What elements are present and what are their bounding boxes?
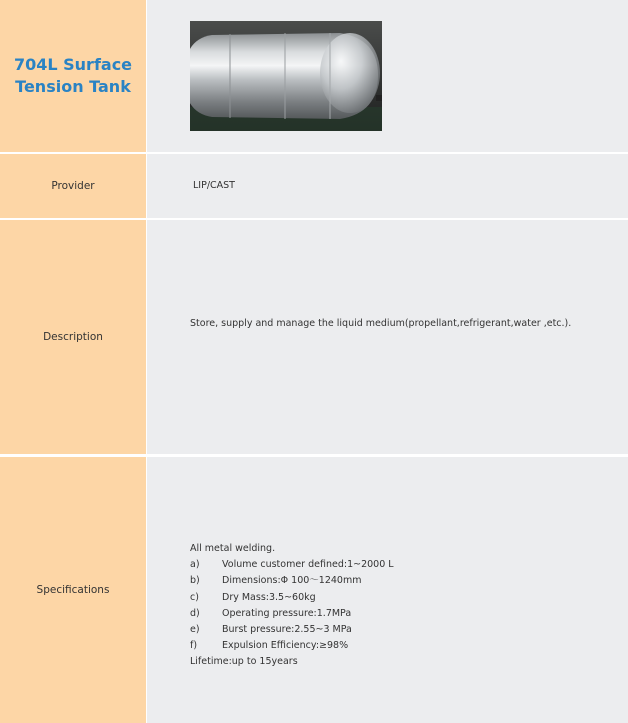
provider-row <box>0 154 628 218</box>
spec-letter: f) <box>190 640 198 652</box>
spec-text: Burst pressure:2.55~3 MPa <box>222 623 352 635</box>
provider-label: Provider <box>0 154 146 218</box>
spec-item <box>190 590 610 606</box>
product-image-cell <box>147 0 628 152</box>
description-row <box>0 220 628 454</box>
spec-text: Dimensions:Φ 100～1240mm <box>222 575 362 587</box>
spec-text: Volume customer defined:1~2000 L <box>222 559 394 571</box>
description-value-cell <box>147 220 628 454</box>
spec-item <box>190 573 610 589</box>
spec-item <box>190 638 610 654</box>
provider-value-cell <box>147 154 628 218</box>
specifications-value-cell <box>147 457 628 723</box>
specifications-row <box>0 457 628 723</box>
spec-text: Dry Mass:3.5~60kg <box>222 591 316 603</box>
spec-letter: e) <box>190 623 200 635</box>
specifications-list <box>190 541 610 671</box>
spec-letter: b) <box>190 575 200 587</box>
spec-text: Operating pressure:1.7MPa <box>222 607 352 619</box>
specifications-label: Specifications <box>0 457 146 723</box>
spec-item <box>190 622 610 638</box>
description-label: Description <box>0 220 146 454</box>
product-title-line1: 704L Surface <box>13 55 133 74</box>
product-title <box>14 54 132 98</box>
description-value: Store, supply and manage the liquid medium(propellant,refrigerant,water ,etc.). <box>190 318 572 329</box>
spec-item <box>190 606 610 622</box>
product-title-line2: Tension Tank <box>15 77 131 96</box>
product-title-cell <box>0 0 146 152</box>
spec-footer: Lifetime:up to 15years <box>190 656 298 668</box>
tank-illustration <box>190 21 382 131</box>
provider-value: LIP/CAST <box>193 180 235 191</box>
tank-photo <box>190 21 382 131</box>
spec-intro: All metal welding. <box>190 543 276 554</box>
title-row <box>0 0 628 152</box>
spec-letter: c) <box>190 591 199 603</box>
spec-text: Expulsion Efficiency:≥98% <box>222 640 349 652</box>
spec-item <box>190 557 610 573</box>
spec-letter: d) <box>190 607 200 619</box>
spec-letter: a) <box>190 559 200 571</box>
